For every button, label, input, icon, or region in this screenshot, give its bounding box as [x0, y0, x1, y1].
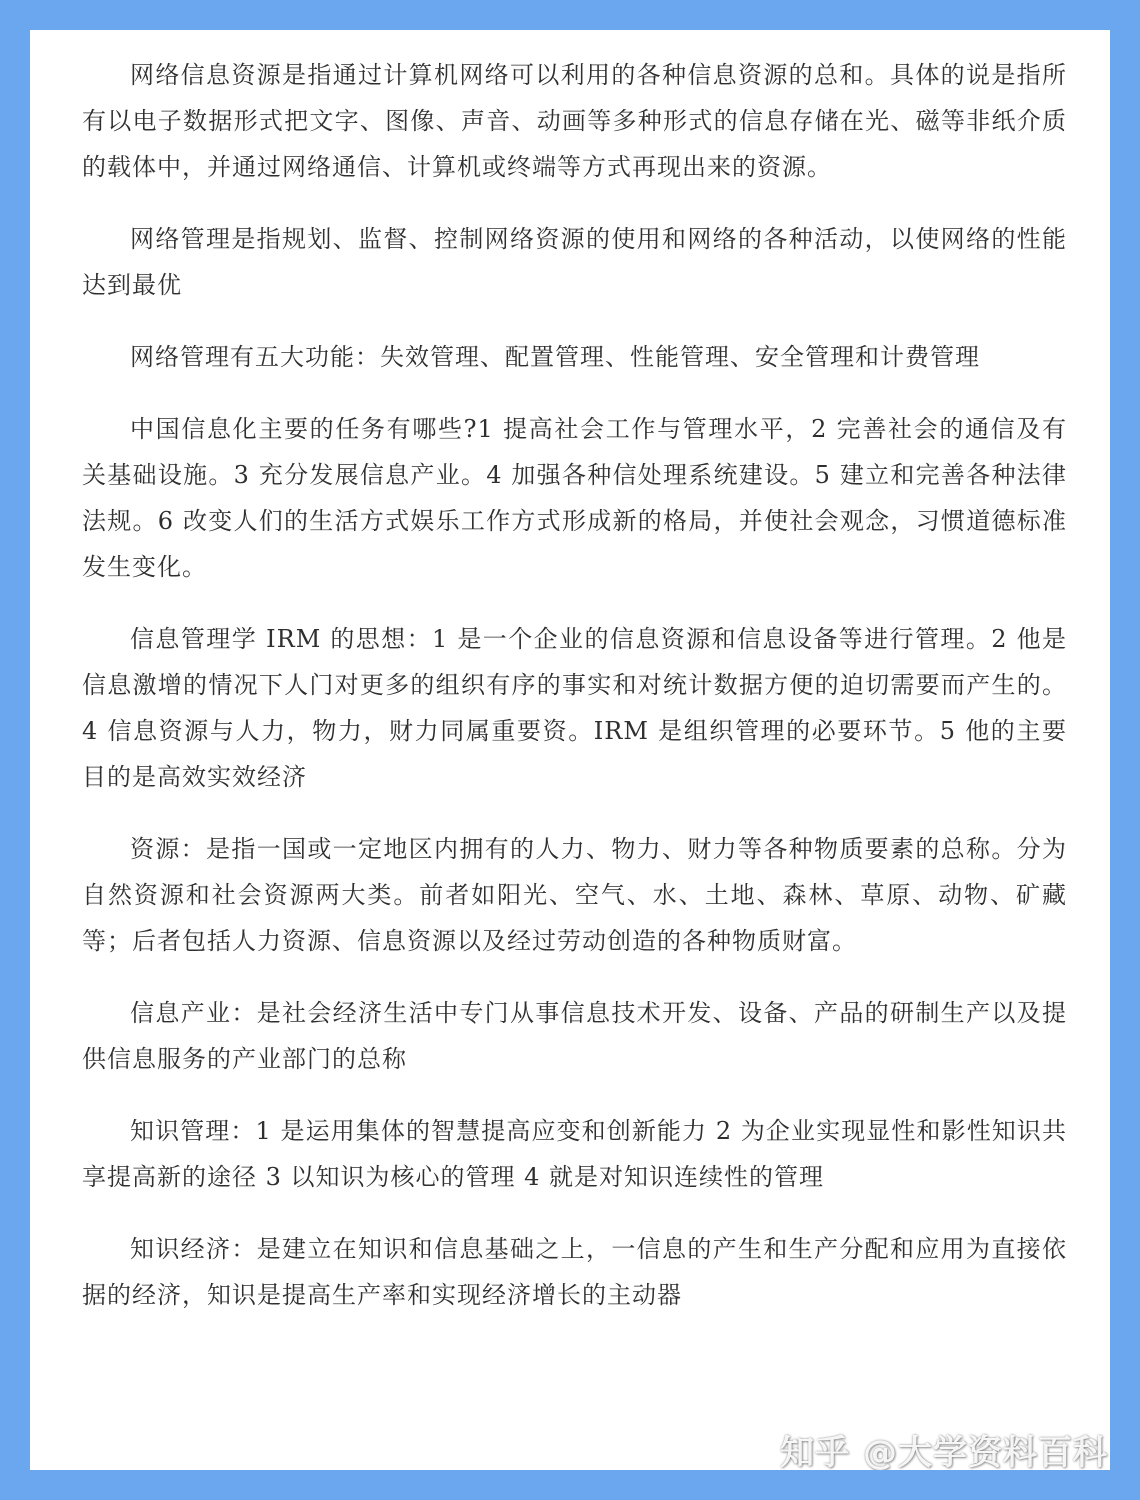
paragraph-irm: 信息管理学 IRM 的思想：1 是一个企业的信息资源和信息设备等进行管理。2 他是信息激增的情况下人门对更多的组织有序的事实和对统计数据方便的迫切需要而产生的。4 信息资源与人力，物力，财力同属重要资。IRM 是组织管理的必要环节。5 他的主要目的是高效实效经济: [82, 625, 1067, 791]
paragraph-resources: 资源：是指一国或一定地区内拥有的人力、物力、财力等各种物质要素的总称。分为自然资源和社会资源两大类。前者如阳光、空气、水、土地、森林、草原、动物、矿藏等；后者包括人力资源、信息资源以及经过劳动创造的各种物质财富。: [82, 835, 1067, 955]
paragraph-knowledge-economy: 知识经济：是建立在知识和信息基础之上，一信息的产生和生产分配和应用为直接依据的经济，知识是提高生产率和实现经济增长的主动器: [82, 1235, 1067, 1309]
document-page: [30, 30, 1110, 1470]
paragraph-network-info-resource: 网络信息资源是指通过计算机网络可以利用的各种信息资源的总和。具体的说是指所有以电子数据形式把文字、图像、声音、动画等多种形式的信息存储在光、磁等非纸介质的载体中，并通过网络通信、计算机或终端等方式再现出来的资源。: [82, 61, 1067, 181]
paragraph-information-industry: 信息产业：是社会经济生活中专门从事信息技术开发、设备、产品的研制生产以及提供信息服务的产业部门的总称: [82, 999, 1067, 1073]
paragraph-network-management: 网络管理是指规划、监督、控制网络资源的使用和网络的各种活动，以使网络的性能达到最优: [82, 225, 1067, 299]
zhihu-watermark: 知乎 @大学资料百科: [780, 1433, 1108, 1470]
paragraph-knowledge-management: 知识管理：1 是运用集体的智慧提高应变和创新能力 2 为企业实现显性和影性知识共享提高新的途径 3 以知识为核心的管理 4 就是对知识连续性的管理: [82, 1117, 1067, 1191]
paragraph-china-informatization: 中国信息化主要的任务有哪些?1 提高社会工作与管理水平，2 完善社会的通信及有关基础设施。3 充分发展信息产业。4 加强各种信处理系统建设。5 建立和完善各种法律法规。6 改变人们的生活方式娱乐工作方式形成新的格局，并使社会观念，习惯道德标准发生变化。: [82, 415, 1067, 581]
paragraph-network-management-functions: 网络管理有五大功能：失效管理、配置管理、性能管理、安全管理和计费管理: [130, 343, 980, 371]
document-content: [82, 52, 1067, 1344]
